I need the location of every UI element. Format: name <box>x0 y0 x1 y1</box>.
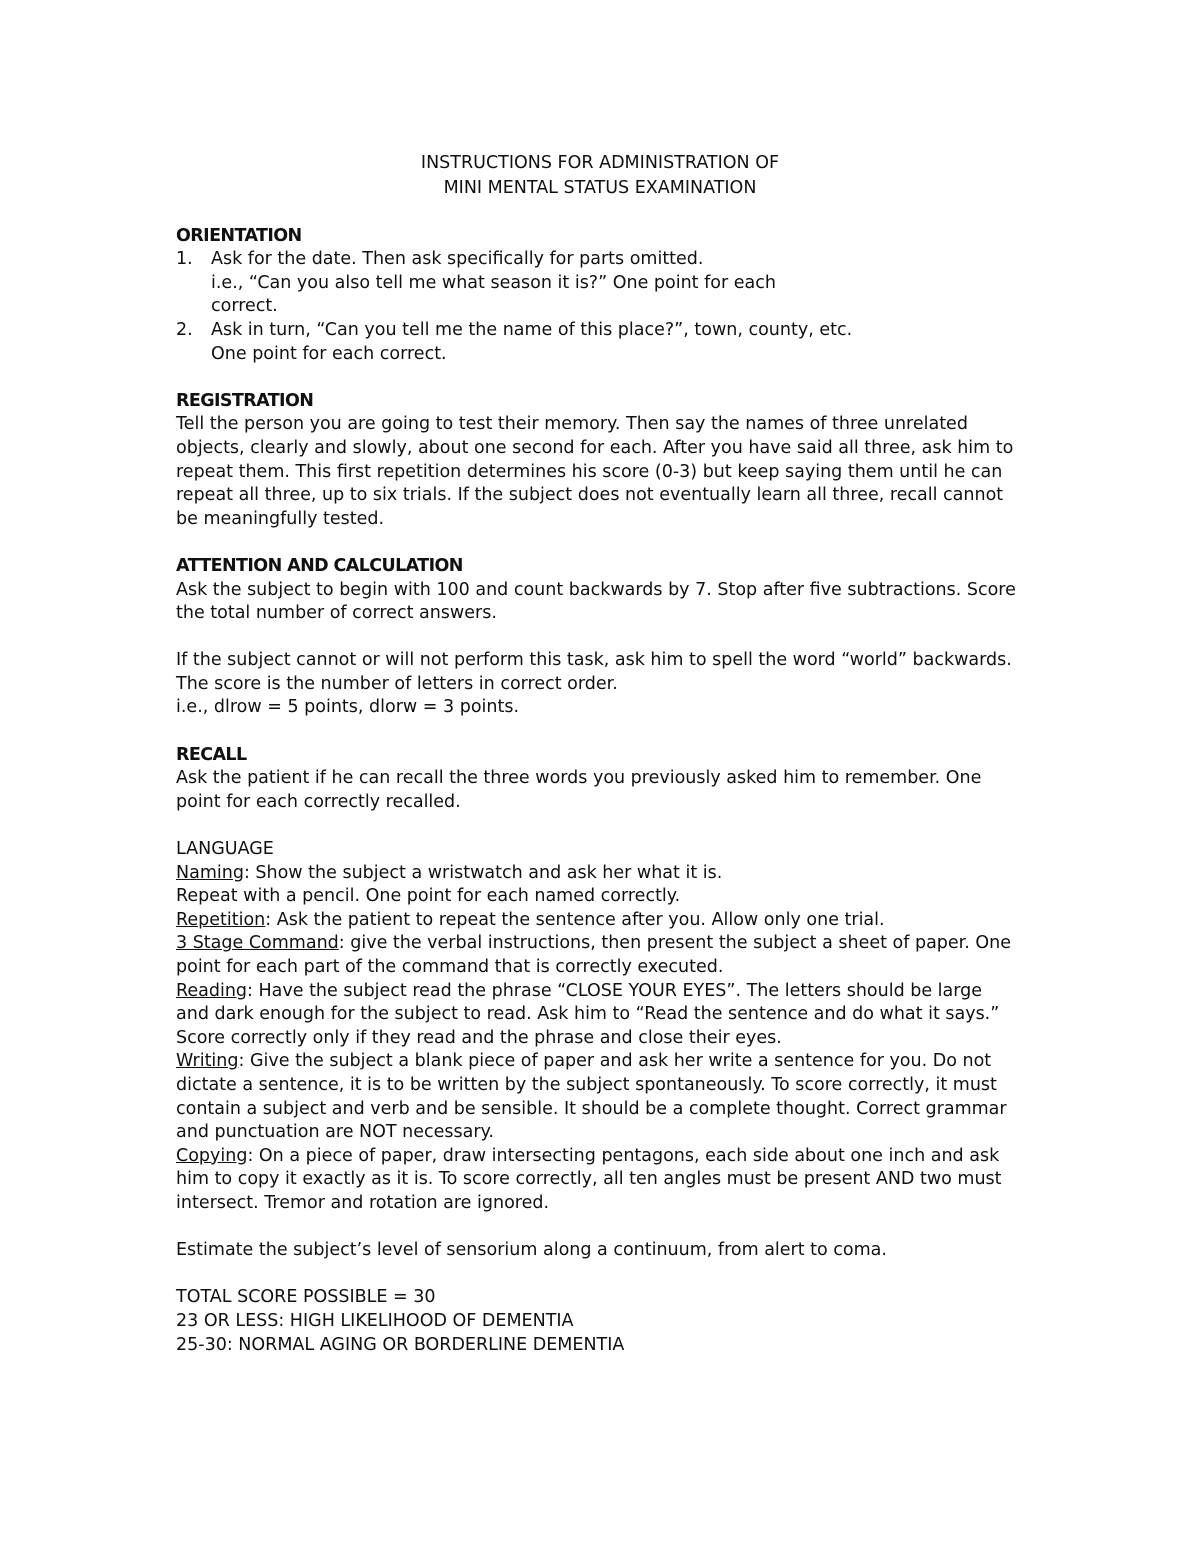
orientation-section <box>176 225 1036 367</box>
paragraph-line: intersect. Tremor and rotation are ignored. <box>176 1192 550 1213</box>
paragraph-line: contain a subject and verb and be sensible. It should be a complete thought. Correct grammar <box>176 1098 1007 1119</box>
naming-text: : Show the subject a wristwatch and ask her what it is. <box>243 862 723 883</box>
score-dementia: 23 OR LESS: HIGH LIKELIHOOD OF DEMENTIA <box>176 1310 574 1331</box>
copying-text: : On a piece of paper, draw intersecting pentagons, each side about one inch and ask <box>247 1145 1000 1166</box>
reading-line <box>176 980 1036 1004</box>
item-number: 1. <box>176 249 193 270</box>
title-line-2: MINI MENTAL STATUS EXAMINATION <box>443 177 757 198</box>
item-line: One point for each correct. <box>211 343 447 364</box>
command-text: : give the verbal instructions, then present the subject a sheet of paper. One <box>338 933 1012 954</box>
paragraph-line: Tell the person you are going to test their memory. Then say the names of three unrelated <box>176 414 968 435</box>
paragraph-line: If the subject cannot or will not perform this task, ask him to spell the word “world” backwards. <box>176 650 1012 671</box>
copying-line <box>176 1145 1036 1169</box>
reading-label: Reading <box>176 980 248 1001</box>
paragraph-line: Score correctly only if they read and the phrase and close their eyes. <box>176 1027 782 1048</box>
paragraph-line: objects, clearly and slowly, about one second for each. After you have said all three, ask him to <box>176 437 1014 458</box>
repetition-line <box>176 909 1036 933</box>
reading-text: : Have the subject read the phrase “CLOSE YOUR EYES”. The letters should be large <box>247 980 983 1001</box>
item-line: Ask for the date. Then ask specifically for parts omitted. <box>211 249 704 270</box>
paragraph-line: Ask the patient if he can recall the three words you previously asked him to remember. One <box>176 768 982 789</box>
item-line: Ask in turn, “Can you tell me the name of this place?”, town, county, etc. <box>211 319 853 340</box>
orientation-item-1 <box>176 248 1036 319</box>
writing-label: Writing <box>176 1051 239 1072</box>
writing-line <box>176 1050 1036 1074</box>
paragraph-line: dictate a sentence, it is to be written by the subject spontaneously. To score correctly, it must <box>176 1074 997 1095</box>
naming-label: Naming <box>176 862 244 883</box>
language-section <box>176 838 1036 1216</box>
paragraph-line: Repeat with a pencil. One point for each named correctly. <box>176 886 681 907</box>
paragraph-line: and punctuation are NOT necessary. <box>176 1122 494 1143</box>
recall-heading: RECALL <box>176 744 247 765</box>
repetition-label: Repetition <box>176 909 266 930</box>
language-heading: LANGUAGE <box>176 839 274 860</box>
item-number: 2. <box>176 319 193 340</box>
paragraph-line: The score is the number of letters in correct order. <box>176 673 618 694</box>
registration-heading: REGISTRATION <box>176 390 314 411</box>
paragraph-line: Ask the subject to begin with 100 and count backwards by 7. Stop after five subtractions. Score <box>176 579 1016 600</box>
recall-section <box>176 744 1036 815</box>
paragraph-line: repeat all three, up to six trials. If the subject does not eventually learn all three, recall cannot <box>176 485 1004 506</box>
item-line: i.e., “Can you also tell me what season it is?” One point for each <box>211 272 776 293</box>
paragraph-line: him to copy it exactly as it is. To score correctly, all ten angles must be present AND two must <box>176 1169 1002 1190</box>
copying-label: Copying <box>176 1145 248 1166</box>
attention-section <box>176 555 1036 720</box>
document-title <box>176 152 1024 201</box>
title-line-1: INSTRUCTIONS FOR ADMINISTRATION OF <box>420 153 780 173</box>
sensorium-estimate: Estimate the subject’s level of sensorium along a continuum, from alert to coma. <box>176 1240 887 1261</box>
orientation-item-2 <box>176 319 1036 366</box>
writing-text: : Give the subject a blank piece of paper and ask her write a sentence for you. Do not <box>238 1051 992 1072</box>
command-label: 3 Stage Command <box>176 933 339 954</box>
total-score: TOTAL SCORE POSSIBLE = 30 <box>176 1287 436 1308</box>
item-line: correct. <box>211 296 278 317</box>
paragraph-line: i.e., dlrow = 5 points, dlorw = 3 points. <box>176 697 520 718</box>
score-summary <box>176 1286 1036 1357</box>
orientation-heading: ORIENTATION <box>176 225 302 246</box>
attention-heading: ATTENTION AND CALCULATION <box>176 555 463 576</box>
document-content <box>176 152 1036 1357</box>
paragraph-line: point for each correctly recalled. <box>176 791 461 812</box>
repetition-text: : Ask the patient to repeat the sentence after you. Allow only one trial. <box>265 909 885 930</box>
paragraph-line: repeat them. This first repetition determines his score (0-3) but keep saying them until he can <box>176 461 1003 482</box>
command-line <box>176 932 1036 956</box>
registration-section <box>176 390 1036 532</box>
paragraph-line: and dark enough for the subject to read. Ask him to “Read the sentence and do what it says.” <box>176 1004 1000 1025</box>
paragraph-line: point for each part of the command that is correctly executed. <box>176 957 724 977</box>
naming-line <box>176 862 1036 886</box>
paragraph-line: the total number of correct answers. <box>176 603 497 624</box>
paragraph-line: be meaningfully tested. <box>176 508 385 529</box>
score-normal: 25-30: NORMAL AGING OR BORDERLINE DEMENTIA <box>176 1334 625 1355</box>
